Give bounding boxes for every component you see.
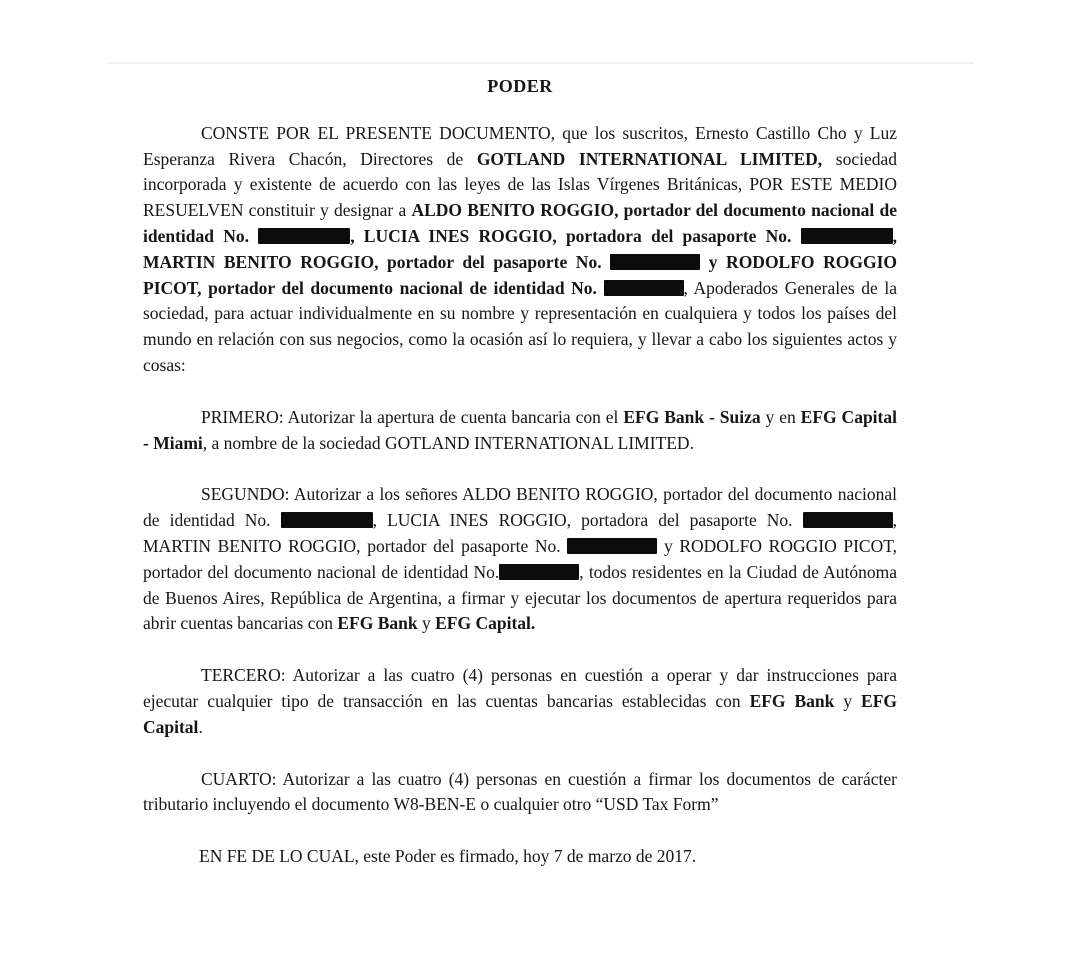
redaction-bar	[610, 254, 700, 270]
redaction-bar	[258, 228, 350, 244]
document-title: PODER	[487, 76, 553, 96]
redaction-bar	[803, 512, 893, 528]
redaction-bar	[281, 512, 373, 528]
tercero-paragraph: TERCERO: Autorizar a las cuatro (4) personas en cuestión a operar y dar instrucciones para ejecutar cualquier tipo de transacción en las cuentas bancarias establecidas con EFG Bank y EFG Capital.	[143, 665, 897, 737]
segundo-paragraph: SEGUNDO: Autorizar a los señores ALDO BENITO ROGGIO, portador del documento nacional de identidad No. , LUCIA INES ROGGIO, portadora del pasaporte No. , MARTIN BENITO ROGGIO, portador del pasaporte No. y RODOLFO ROGGIO PICOT, portador del documento nacional de identidad No. , todos residentes en la Ciudad de Autónoma de Buenos Aires, República de Argentina, a firmar y ejecutar los documentos de apertura requeridos para abrir cuentas bancarias con EFG Bank y EFG Capital.	[143, 484, 898, 634]
closing-paragraph: EN FE DE LO CUAL, este Poder es firmado, hoy 7 de marzo de 2017.	[199, 846, 697, 867]
primero-paragraph: PRIMERO: Autorizar la apertura de cuenta bancaria con el EFG Bank - Suiza y en EFG Capital - Miami, a nombre de la sociedad GOTLAND INTERNATIONAL LIMITED.	[143, 406, 897, 453]
cuarto-paragraph: CUARTO: Autorizar a las cuatro (4) personas en cuestión a firmar los documentos de carácter tributario incluyendo el documento W8-BEN-E o cualquier otro “USD Tax Form”	[143, 768, 897, 815]
redaction-bar	[567, 538, 657, 554]
intro-paragraph: CONSTE POR EL PRESENTE DOCUMENTO, que los suscritos, Ernesto Castillo Cho y Luz Esperanza Rivera Chacón, Directores de GOTLAND INTERNATIONAL LIMITED, sociedad incorporada y existente de acuerdo con las leyes de las Islas Vírgenes Británicas, POR ESTE MEDIO RESUELVEN constituir y designar a ALDO BENITO ROGGIO, portador del documento nacional de identidad No. , LUCIA INES ROGGIO, portadora del pasaporte No. , MARTIN BENITO ROGGIO, portador del pasaporte No. y RODOLFO ROGGIO PICOT, portador del documento nacional de identidad No. , Apoderados Generales de la sociedad, para actuar individualmente en su nombre y representación en cualquiera y todos los países del mundo en relación con sus negocios, como la ocasión así lo requiera, y llevar a cabo los siguientes actos y cosas:	[143, 122, 898, 375]
redaction-bar	[499, 564, 579, 580]
redaction-bar	[604, 280, 684, 296]
redaction-bar	[801, 228, 893, 244]
page-edge	[108, 62, 974, 64]
document-body	[143, 74, 897, 896]
company-name: GOTLAND INTERNATIONAL LIMITED,	[476, 148, 823, 169]
